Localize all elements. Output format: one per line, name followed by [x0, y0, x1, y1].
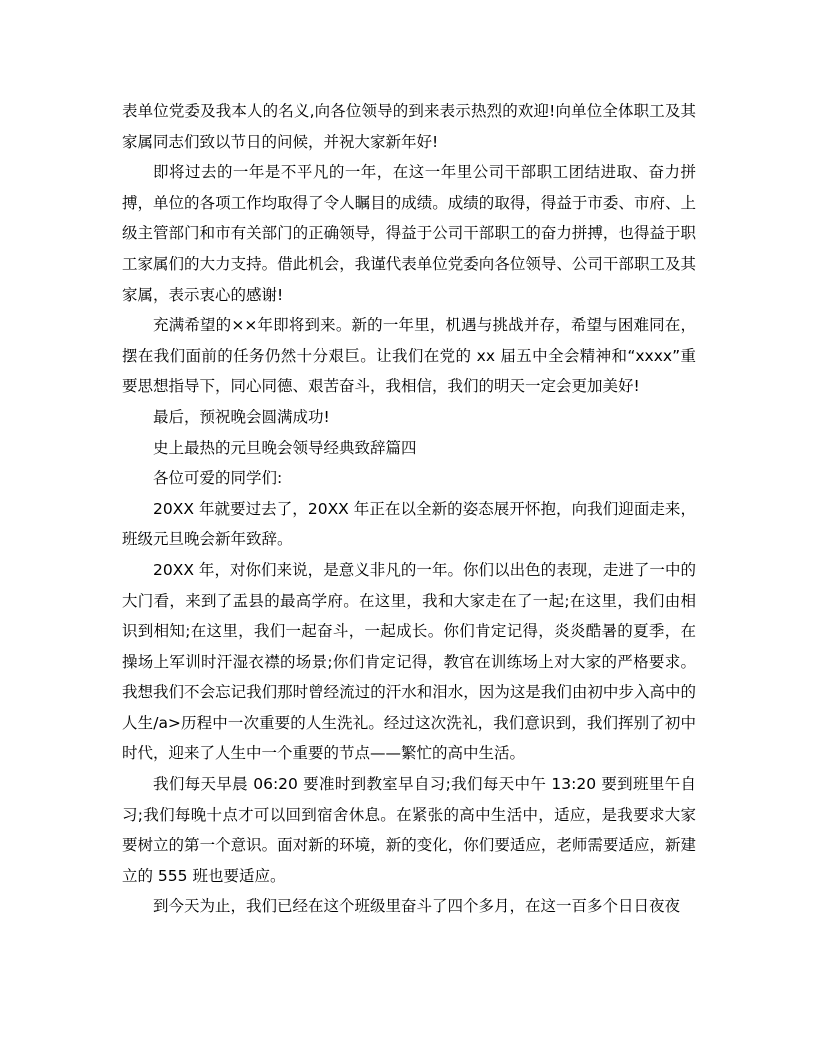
paragraph-4: 最后，预祝晚会圆满成功!: [153, 407, 330, 426]
document-body: [122, 96, 696, 922]
section-heading: 史上最热的元旦晚会领导经典致辞篇四: [153, 438, 417, 457]
paragraph-8: 20XX 年，对你们来说，是意义非凡的一年。你们以出色的表现，走进了一中的大门看，来到了盂县的最高学府。在这里，我和大家走在了一起;在这里，我们由相识到相知;在这里，我们一起奋斗，一起成长。你们肯定记得，炎炎酷暑的夏季，在操场上军训时汗湿衣襟的场景;你们肯定记得，教官在训练场上对大家的严格要求。我想我们不会忘记我们那时曾经流过的汗水和泪水，因为这是我们由初中步入高中的人生/a>历程中一次重要的人生洗礼。经过这次洗礼，我们意识到，我们挥别了初中时代，迎来了人生中一个重要的节点——繁忙的高中生活。: [122, 560, 696, 763]
paragraph-9: 我们每天早晨 06:20 要准时到教室早自习;我们每天中午 13:20 要到班里午自习;我们每晚十点才可以回到宿舍休息。在紧张的高中生活中，适应，是我要求大家要树立的第一个意识。面对新的环境，新的变化，你们要适应，老师需要适应，新建立的 555 班也要适应。: [122, 775, 696, 885]
paragraph-10: 到今天为止，我们已经在这个班级里奋斗了四个多月，在这一百多个日日夜夜: [153, 897, 681, 916]
paragraph-2: 即将过去的一年是不平凡的一年，在这一年里公司干部职工团结进取、奋力拼搏，单位的各项工作均取得了令人瞩目的成绩。成绩的取得，得益于市委、市府、上级主管部门和市有关部门的正确领导，得益于公司干部职工的奋力拼搏，也得益于职工家属们的大力支持。借此机会，我谨代表单位党委向各位领导、公司干部职工及其家属，表示衷心的感谢!: [122, 163, 696, 304]
salutation: 各位可爱的同学们:: [153, 469, 283, 488]
paragraph-7: 20XX 年就要过去了，20XX 年正在以全新的姿态展开怀抱，向我们迎面走来，班级元旦晚会新年致辞。: [122, 499, 696, 549]
paragraph-3: 充满希望的××年即将到来。新的一年里，机遇与挑战并存，希望与困难同在，摆在我们面前的任务仍然十分艰巨。让我们在党的 xx 届五中全会精神和“xxxx”重要思想指导下，同心同德、艰苦奋斗，我相信，我们的明天一定会更加美好!: [122, 316, 696, 396]
paragraph-1: 表单位党委及我本人的名义,向各位领导的到来表示热烈的欢迎!向单位全体职工及其家属同志们致以节日的问候，并祝大家新年好!: [122, 102, 696, 151]
